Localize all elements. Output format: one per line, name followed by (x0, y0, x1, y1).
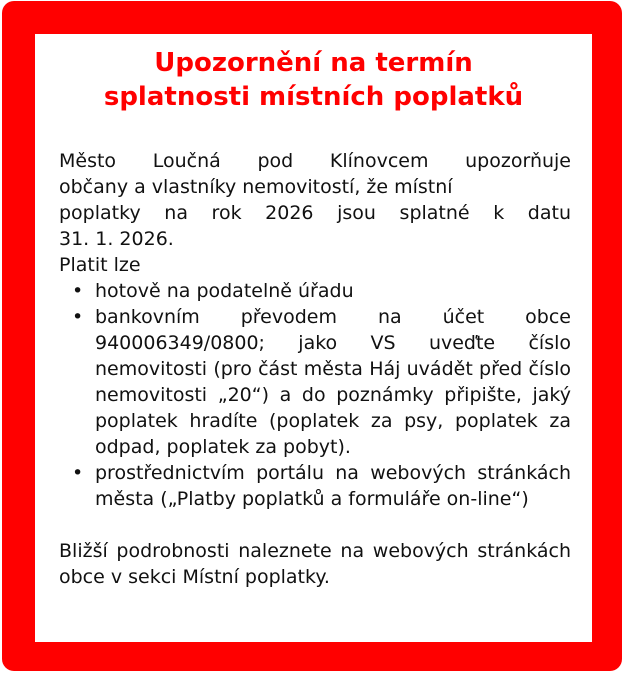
spacer (59, 512, 571, 538)
bullet-icon: • (72, 462, 84, 484)
payment-label: Platit lze (59, 254, 141, 276)
intro-line-1: Město Loučná pod Klínovcem upozorňuje (59, 150, 571, 172)
title-line-1: Upozornění na termín (154, 48, 473, 78)
title-line-2: splatnosti místních poplatků (103, 82, 524, 112)
bullet-icon: • (72, 306, 84, 328)
payment-method-text: hotově na podatelně úřadu (95, 280, 354, 302)
intro-line-3: poplatky na rok 2026 jsou splatné k datu (59, 202, 571, 224)
notice-red-border (2, 1, 622, 671)
intro-line-2: občany a vlastníky nemovitostí, že místní (59, 176, 453, 198)
notice-title (35, 46, 592, 114)
payment-method-item (59, 304, 571, 460)
payment-method-text: bankovním převodem na účet obce 940006349/0800; jako VS uveďte číslo nemovitosti (pro část města Háj uvádět před číslo nemovitosti „20“) a do poznámky připište, jaký poplatek hradíte (poplatek za psy, poplatek za odpad, poplatek za pobyt). (95, 306, 571, 458)
intro-paragraph (59, 148, 571, 252)
payment-method-item (59, 278, 571, 304)
notice-body (59, 148, 571, 590)
intro-line-4: 31. 1. 2026. (59, 228, 174, 250)
payment-method-text: prostřednictvím portálu na webových stránkách města („Platby poplatků a formuláře on-line“) (95, 462, 571, 510)
footer-paragraph: Bližší podrobnosti naleznete na webových stránkách obce v sekci Místní poplatky. (59, 540, 571, 588)
payment-methods-list (59, 278, 571, 512)
payment-method-item (59, 460, 571, 512)
bullet-icon: • (72, 280, 84, 302)
notice-panel (35, 34, 592, 642)
